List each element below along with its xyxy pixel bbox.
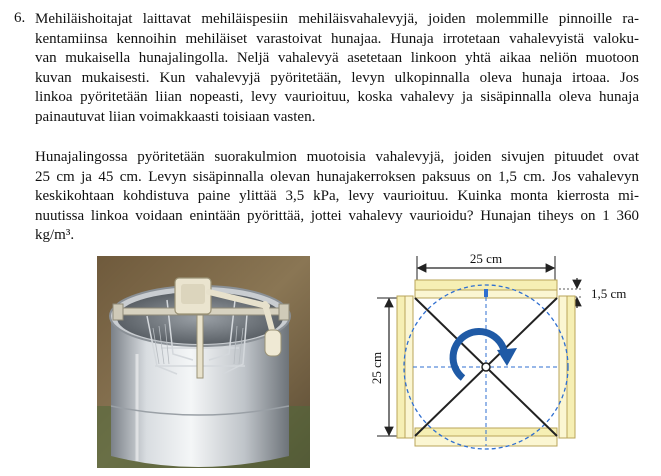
paragraph-intro xyxy=(35,10,639,127)
text-line: Mehiläishoitajat laittavat mehiläispesiin mehiläisvahalevyjä, joiden molemmille pinnoille ra- xyxy=(35,11,639,27)
text-line: painautuvat liian voimakkaasti toisiaan vasten. xyxy=(35,108,316,125)
text-line: van mukaisella hunajalingolla. Neljä vahalevyä asetetaan linkoon yhtä aikaa neliön muotoon xyxy=(35,50,639,66)
text-line: kentamiinsa kennoihin mehiläiset varastoivat hunajaa. Hunaja irrotetaan vahalevyistä valoku- xyxy=(35,30,639,47)
thickness-label: 1,5 cm xyxy=(591,286,627,301)
top-dimension-label: 25 cm xyxy=(469,251,503,266)
problem-number: 6. xyxy=(14,10,26,26)
text-line: kuvan mukaisesti. Kun vahalevyjä pyöritetään, levyn ulkopinnalla oleva hunaja irtoaa. Jos xyxy=(35,69,639,86)
paragraph-question xyxy=(35,148,639,246)
text-line: linkoa pyöritetään liian nopeasti, levy vaurioituu, koska vahalevy ja sisäpinnalla oleva hunaja xyxy=(35,89,639,105)
text-line: nuutissa linkoa voidaan enintään pyörittää, jottei vahalevy vaurioidu? Hunajan tiheys on 1 360 xyxy=(35,207,639,224)
honey-extractor-photo xyxy=(97,256,310,468)
side-dimension-label: 25 cm xyxy=(369,351,384,385)
text-line: kg/m³. xyxy=(35,227,75,243)
text-line: 25 cm ja 45 cm. Levyn sisäpinnalla olevan hunajakerroksen paksuus on 1,5 cm. Jos vahalevyn xyxy=(35,168,639,185)
text-line: keskikohtaan kohdistuva paine ylittää 3,5 kPa, levy vaurioituu. Kuinka monta kierrosta mi- xyxy=(35,188,639,204)
extractor-diagram xyxy=(355,250,655,472)
text-line: Hunajalingossa pyöritetään suorakulmion muotoisia vahalevyjä, joiden sivujen pituudet ovat xyxy=(35,149,639,165)
